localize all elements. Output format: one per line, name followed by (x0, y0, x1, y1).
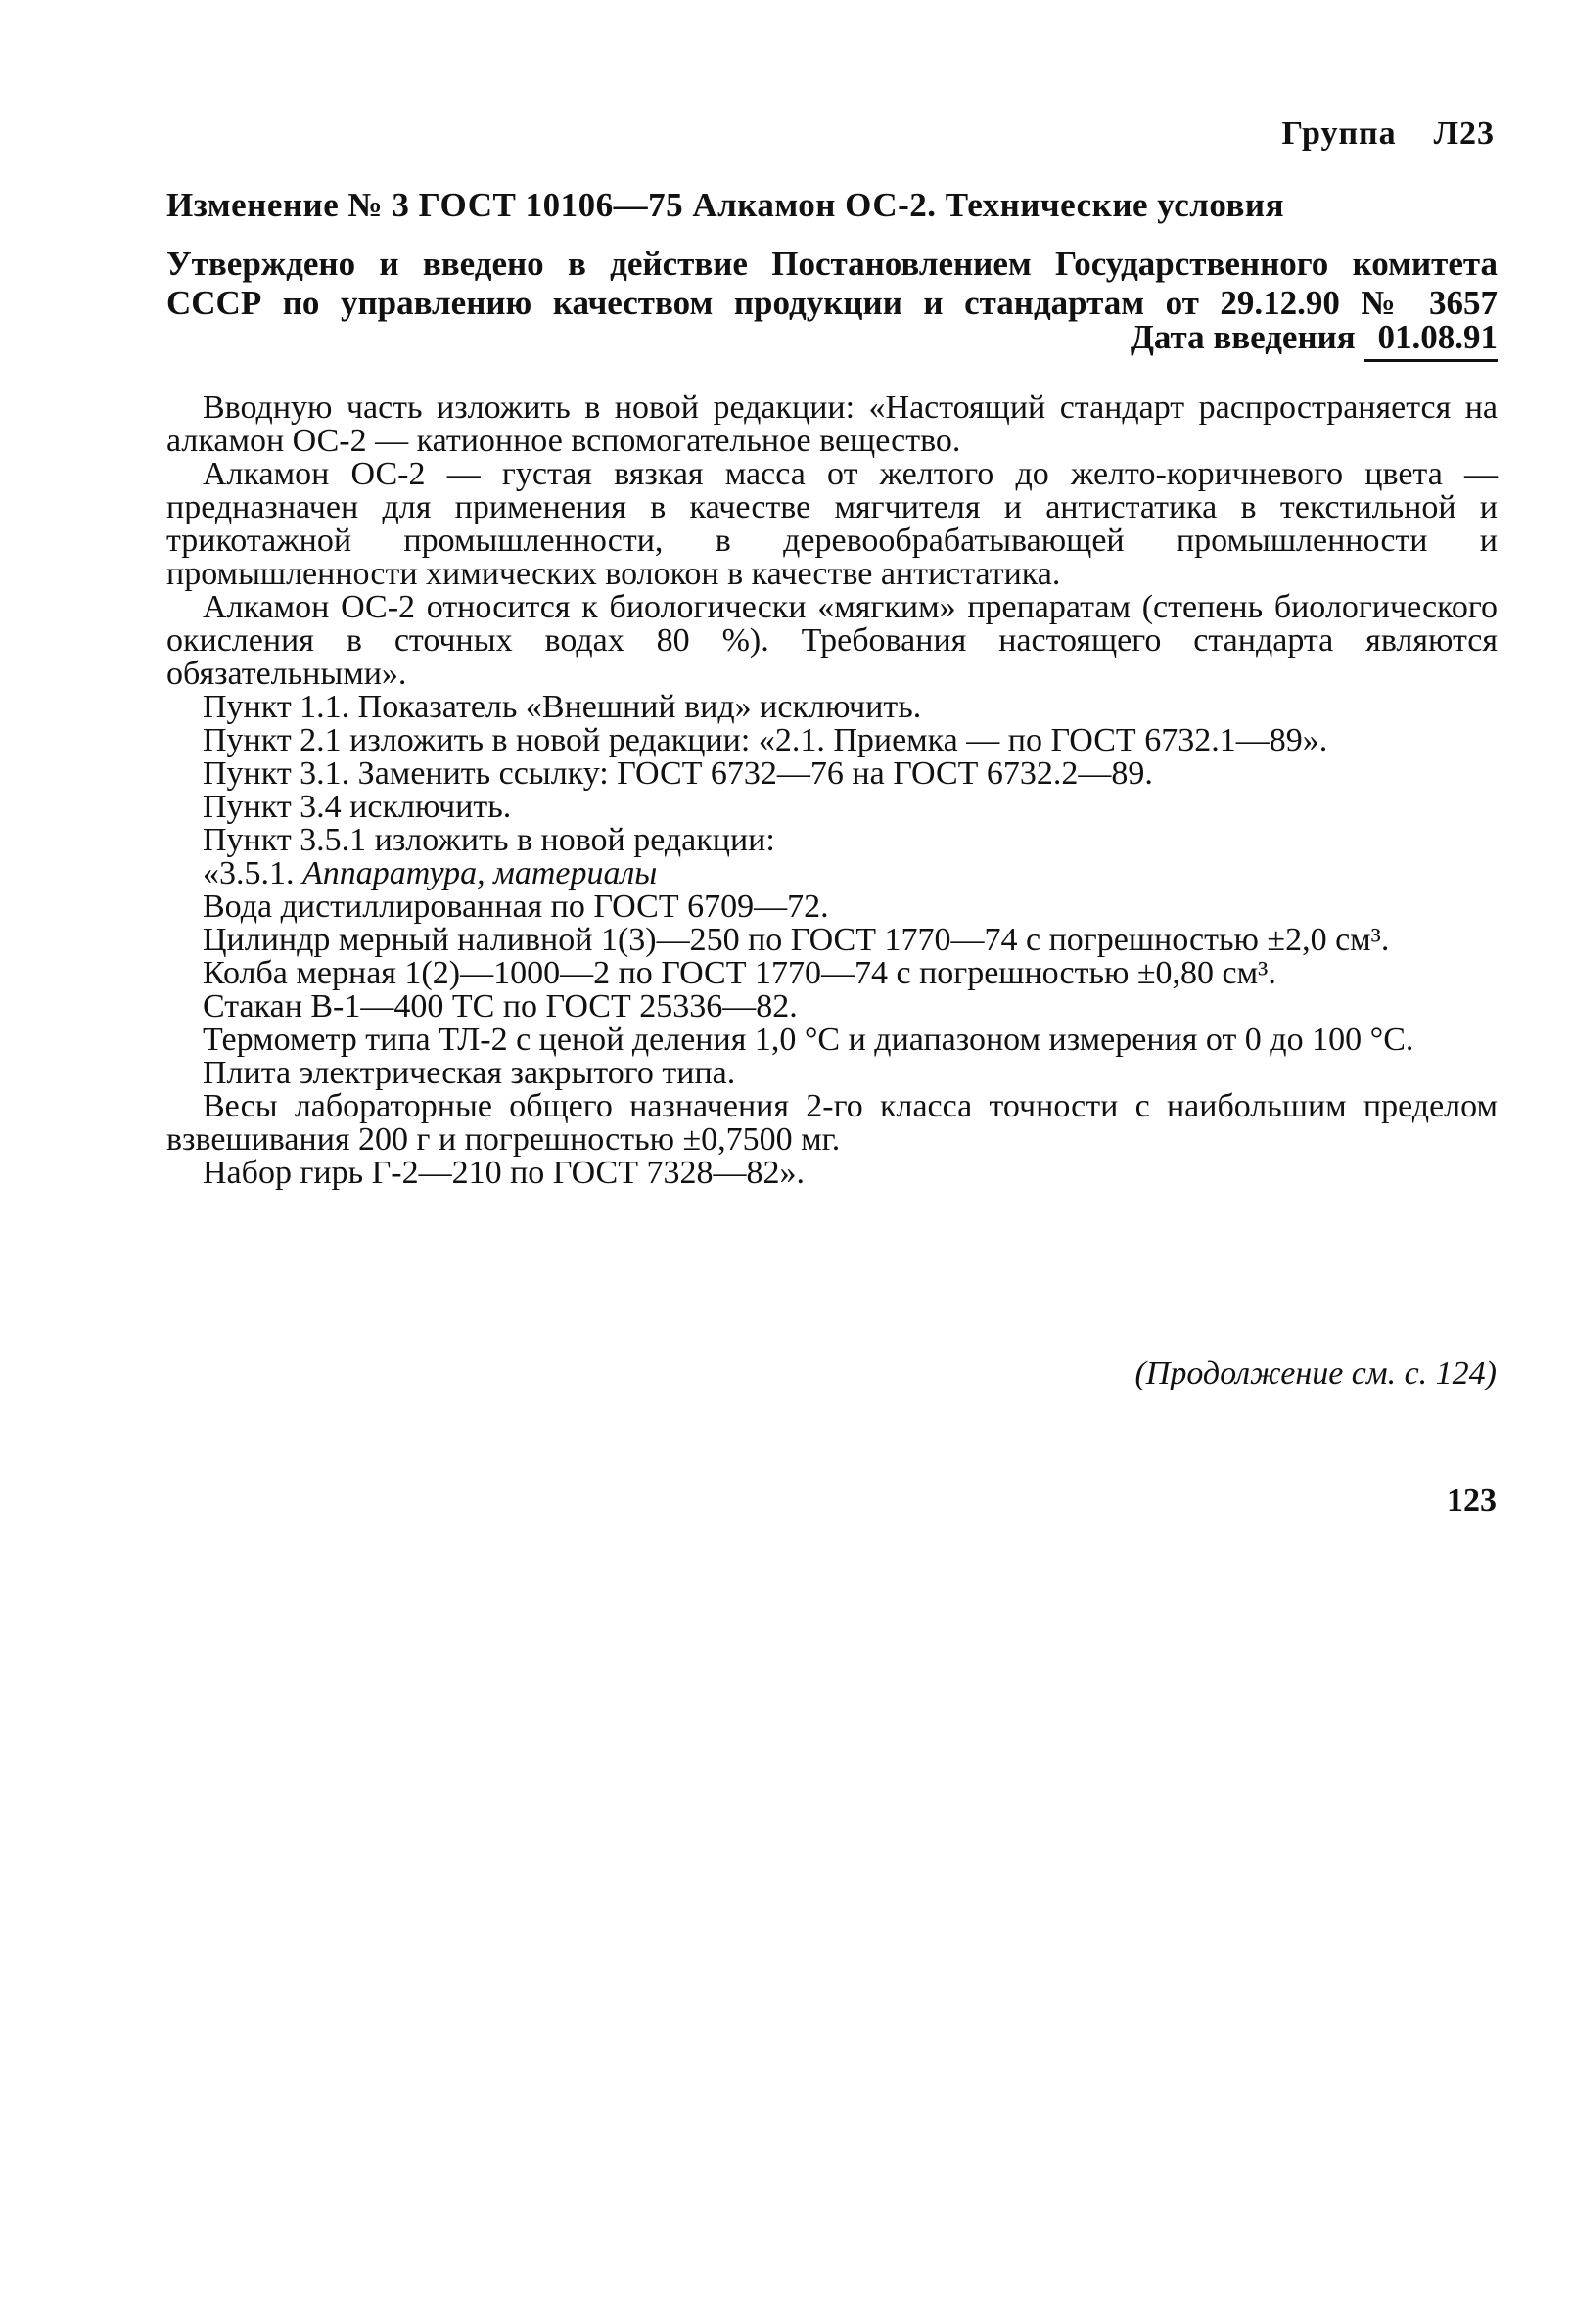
approval-statement (166, 245, 1498, 323)
document-body (166, 391, 1498, 1190)
equipment-item: Колба мерная 1(2)—1000—2 по ГОСТ 1770—74 с погрешностью ±0,80 см³. (203, 955, 1276, 991)
equipment-item: Весы лабораторные общего назначения 2-го класса точности с наибольшим пределом взвешивания 200 г и погрешностью ±0,7500 мг. (166, 1088, 1498, 1158)
effective-date (1131, 318, 1498, 362)
approval-line-1: Утверждено и введено в действие Постановлением Государственного комитета (166, 245, 1498, 283)
paragraph-description: Алкамон ОС-2 — густая вязкая масса от желтого до желто-коричневого цвета — предназначен для применения в качестве мягчителя и антистатика в текстильной и трикотажной промышленности, в деревообрабатывающей промышленности и промышленности химических волокон в качестве антистатика. (166, 456, 1498, 592)
group-code: Л23 (1433, 115, 1495, 152)
group-label-text: Группа (1281, 115, 1397, 152)
approval-line-2: СССР по управлению качеством продукции и стандартам от 29.12.90 № 3657 (166, 284, 1498, 322)
paragraph-item-1-1: Пункт 1.1. Показатель «Внешний вид» исключить. (203, 689, 922, 725)
document-title: Изменение № 3 ГОСТ 10106—75 Алкамон ОС-2. Технические условия (166, 186, 1285, 224)
date-label: Дата введения (1130, 318, 1356, 356)
page-number: 123 (1447, 1482, 1497, 1519)
date-value: 01.08.91 (1364, 318, 1499, 362)
paragraph-biodegradability: Алкамон ОС-2 относится к биологически «мягким» препаратам (степень биологического окисления в сточных водах 80 %). Требования настоящего стандарта являются обязательными». (166, 589, 1498, 692)
equipment-item: Вода дистиллированная по ГОСТ 6709—72. (203, 889, 829, 925)
equipment-item: Стакан В-1—400 ТС по ГОСТ 25336—82. (203, 988, 798, 1025)
group-label (1282, 115, 1495, 153)
equipment-item: Цилиндр мерный наливной 1(3)—250 по ГОСТ 1770—74 с погрешностью ±2,0 см³. (203, 922, 1390, 958)
paragraph-item-3-4: Пункт 3.4 исключить. (203, 789, 512, 825)
paragraph-item-3-5-1: Пункт 3.5.1 изложить в новой редакции: (203, 822, 775, 858)
equipment-item: Плита электрическая закрытого типа. (203, 1055, 736, 1091)
continuation-note: (Продолжение см. с. 124) (1134, 1355, 1497, 1391)
equipment-item: Термометр типа ТЛ-2 с ценой деления 1,0 °С и диапазоном измерения от 0 до 100 °С. (203, 1022, 1414, 1058)
section-prefix: «3.5.1. (203, 855, 302, 891)
paragraph-item-2-1: Пункт 2.1 изложить в новой редакции: «2.1. Приемка — по ГОСТ 6732.1—89». (203, 722, 1328, 758)
section-heading-row (166, 857, 1498, 890)
paragraph-item-3-1: Пункт 3.1. Заменить ссылку: ГОСТ 6732—76 на ГОСТ 6732.2—89. (203, 755, 1153, 792)
equipment-item: Набор гирь Г-2—210 по ГОСТ 7328—82». (203, 1155, 805, 1191)
section-heading: Аппаратура, материалы (302, 855, 658, 891)
paragraph-intro: Вводную часть изложить в новой редакции: «Настоящий стандарт распространяется на алкамон ОС-2 — катионное вспомогательное вещество. (166, 389, 1498, 459)
